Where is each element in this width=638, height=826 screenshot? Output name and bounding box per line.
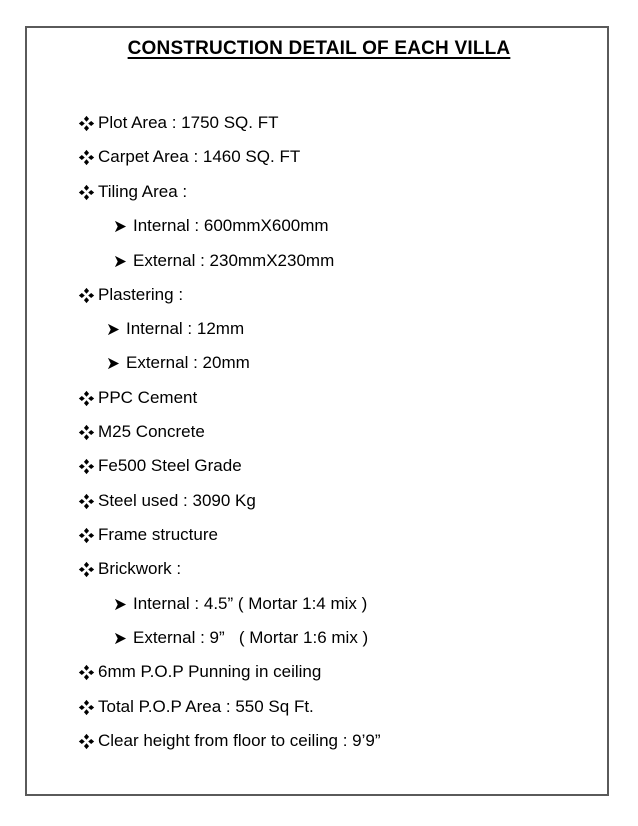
four-diamond-bullet-icon (78, 287, 95, 304)
list-item-label: Plot Area : 1750 SQ. FT (98, 113, 279, 132)
sub-item-label: Internal : 600mmX600mm (133, 216, 329, 235)
list-item-frame-structure (78, 525, 218, 545)
list-item-label: PPC Cement (98, 388, 198, 407)
list-item-pop-punning (78, 662, 321, 682)
list-item-label: 6mm P.O.P Punning in ceiling (98, 662, 322, 681)
list-item-label: Fe500 Steel Grade (98, 456, 242, 475)
four-diamond-bullet-icon (78, 424, 95, 441)
four-diamond-bullet-icon (78, 493, 95, 510)
sub-item-label: Internal : 4.5” ( Mortar 1:4 mix ) (133, 594, 368, 613)
four-diamond-bullet-icon (78, 458, 95, 475)
list-item-m25-concrete (78, 422, 205, 442)
list-item-tiling-area (78, 182, 187, 202)
sub-item-label: Internal : 12mm (126, 319, 245, 338)
document-title: CONSTRUCTION DETAIL OF EACH VILLA (127, 38, 511, 59)
sub-item-plastering-internal (107, 319, 244, 339)
list-item-brickwork (78, 559, 181, 579)
list-item-label: Tiling Area : (98, 182, 188, 201)
list-item-label: M25 Concrete (98, 422, 205, 441)
arrowhead-bullet-icon (114, 632, 127, 645)
arrowhead-bullet-icon (114, 220, 127, 233)
four-diamond-bullet-icon (78, 149, 95, 166)
four-diamond-bullet-icon (78, 390, 95, 407)
list-item-label: Steel used : 3090 Kg (98, 491, 256, 510)
four-diamond-bullet-icon (78, 664, 95, 681)
four-diamond-bullet-icon (78, 184, 95, 201)
arrowhead-bullet-icon (114, 255, 127, 268)
list-item-ppc-cement (78, 388, 197, 408)
four-diamond-bullet-icon (78, 561, 95, 578)
four-diamond-bullet-icon (78, 527, 95, 544)
sub-item-label: External : 20mm (126, 353, 250, 372)
list-item-plot-area (78, 113, 278, 133)
list-item-label: Plastering : (98, 285, 184, 304)
four-diamond-bullet-icon (78, 699, 95, 716)
list-item-label: Clear height from floor to ceiling : 9’9” (98, 731, 381, 750)
sub-item-label: External : 9” ( Mortar 1:6 mix ) (133, 628, 369, 647)
list-item-label: Total P.O.P Area : 550 Sq Ft. (98, 697, 314, 716)
four-diamond-bullet-icon (78, 115, 95, 132)
list-item-pop-area (78, 697, 314, 717)
list-item-carpet-area (78, 147, 300, 167)
sub-item-tiling-internal (114, 216, 329, 236)
list-item-label: Brickwork : (98, 559, 182, 578)
arrowhead-bullet-icon (114, 598, 127, 611)
list-item-label: Frame structure (98, 525, 218, 544)
sub-item-tiling-external (114, 251, 334, 271)
sub-item-plastering-external (107, 353, 250, 373)
arrowhead-bullet-icon (107, 323, 120, 336)
list-item-clear-height (78, 731, 381, 751)
list-item-steel-used (78, 491, 256, 511)
list-item-steel-grade (78, 456, 242, 476)
list-item-label: Carpet Area : 1460 SQ. FT (98, 147, 301, 166)
sub-item-brickwork-external (114, 628, 368, 648)
arrowhead-bullet-icon (107, 357, 120, 370)
list-item-plastering (78, 285, 183, 305)
sub-item-label: External : 230mmX230mm (133, 251, 335, 270)
sub-item-brickwork-internal (114, 594, 367, 614)
four-diamond-bullet-icon (78, 733, 95, 750)
